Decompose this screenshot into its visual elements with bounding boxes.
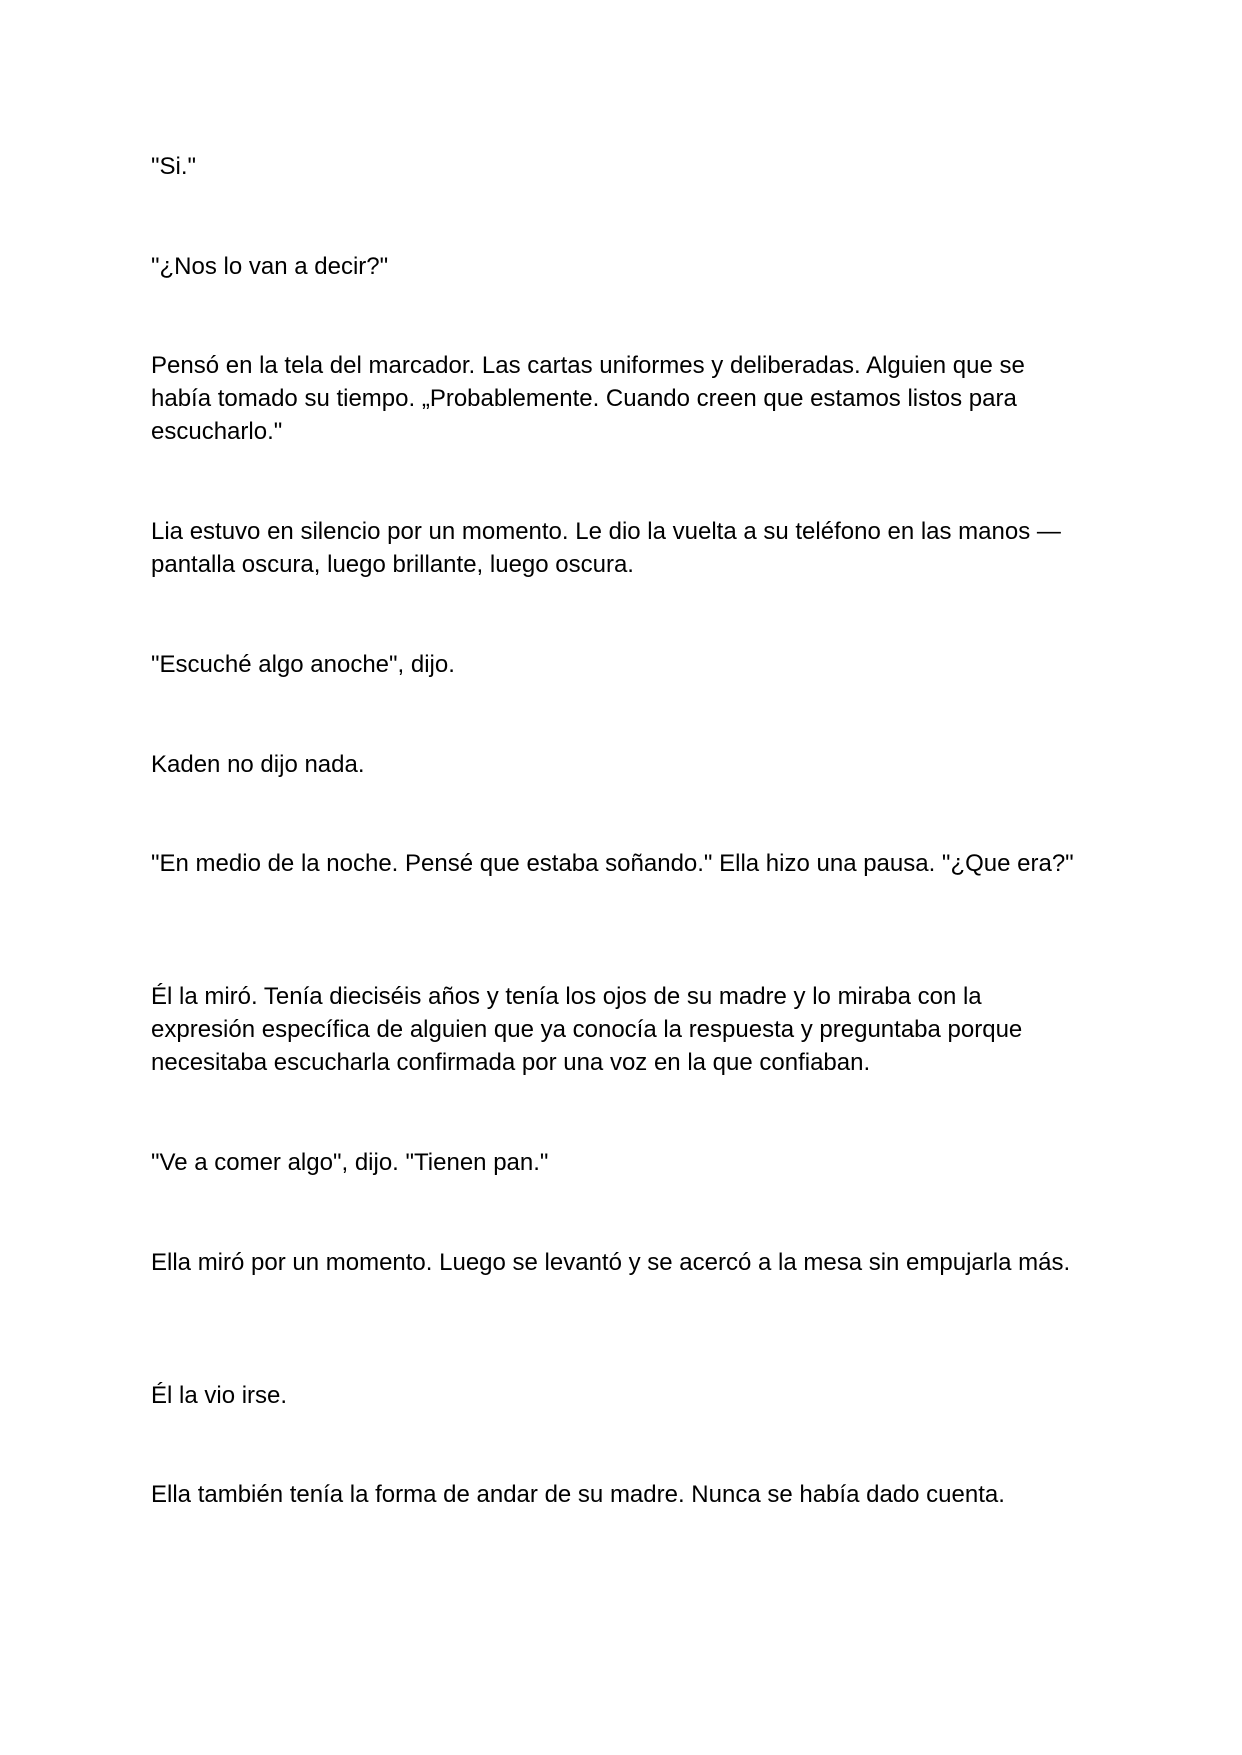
paragraph: Él la vio irse. <box>151 1382 288 1409</box>
paragraph: Lia estuvo en silencio por un momento. Le dio la vuelta a su teléfono en las manos — pantalla oscura, luego brillante, luego oscura. <box>151 518 1061 578</box>
paragraph: "En medio de la noche. Pensé que estaba soñando." Ella hizo una pausa. "¿Que era?" <box>151 850 1074 877</box>
paragraph: "¿Nos lo van a decir?" <box>151 253 389 280</box>
paragraph: "Escuché algo anoche", dijo. <box>151 651 455 678</box>
paragraph: Kaden no dijo nada. <box>151 751 365 778</box>
paragraph: Él la miró. Tenía dieciséis años y tenía los ojos de su madre y lo miraba con la expresión específica de alguien que ya conocía la respuesta y preguntaba porque necesitaba escucharla confirmada por una voz en la que confiaban. <box>151 983 1023 1076</box>
paragraph: "Ve a comer algo", dijo. "Tienen pan." <box>151 1149 549 1176</box>
paragraph: Ella miró por un momento. Luego se levantó y se acercó a la mesa sin empujarla más. <box>151 1249 1071 1276</box>
paragraph: Ella también tenía la forma de andar de su madre. Nunca se había dado cuenta. <box>151 1481 1005 1508</box>
paragraph: Pensó en la tela del marcador. Las cartas uniformes y deliberadas. Alguien que se había tomado su tiempo. „Probablemente. Cuando creen que estamos listos para escucharlo." <box>151 352 1025 445</box>
paragraph: "Si." <box>151 153 197 180</box>
